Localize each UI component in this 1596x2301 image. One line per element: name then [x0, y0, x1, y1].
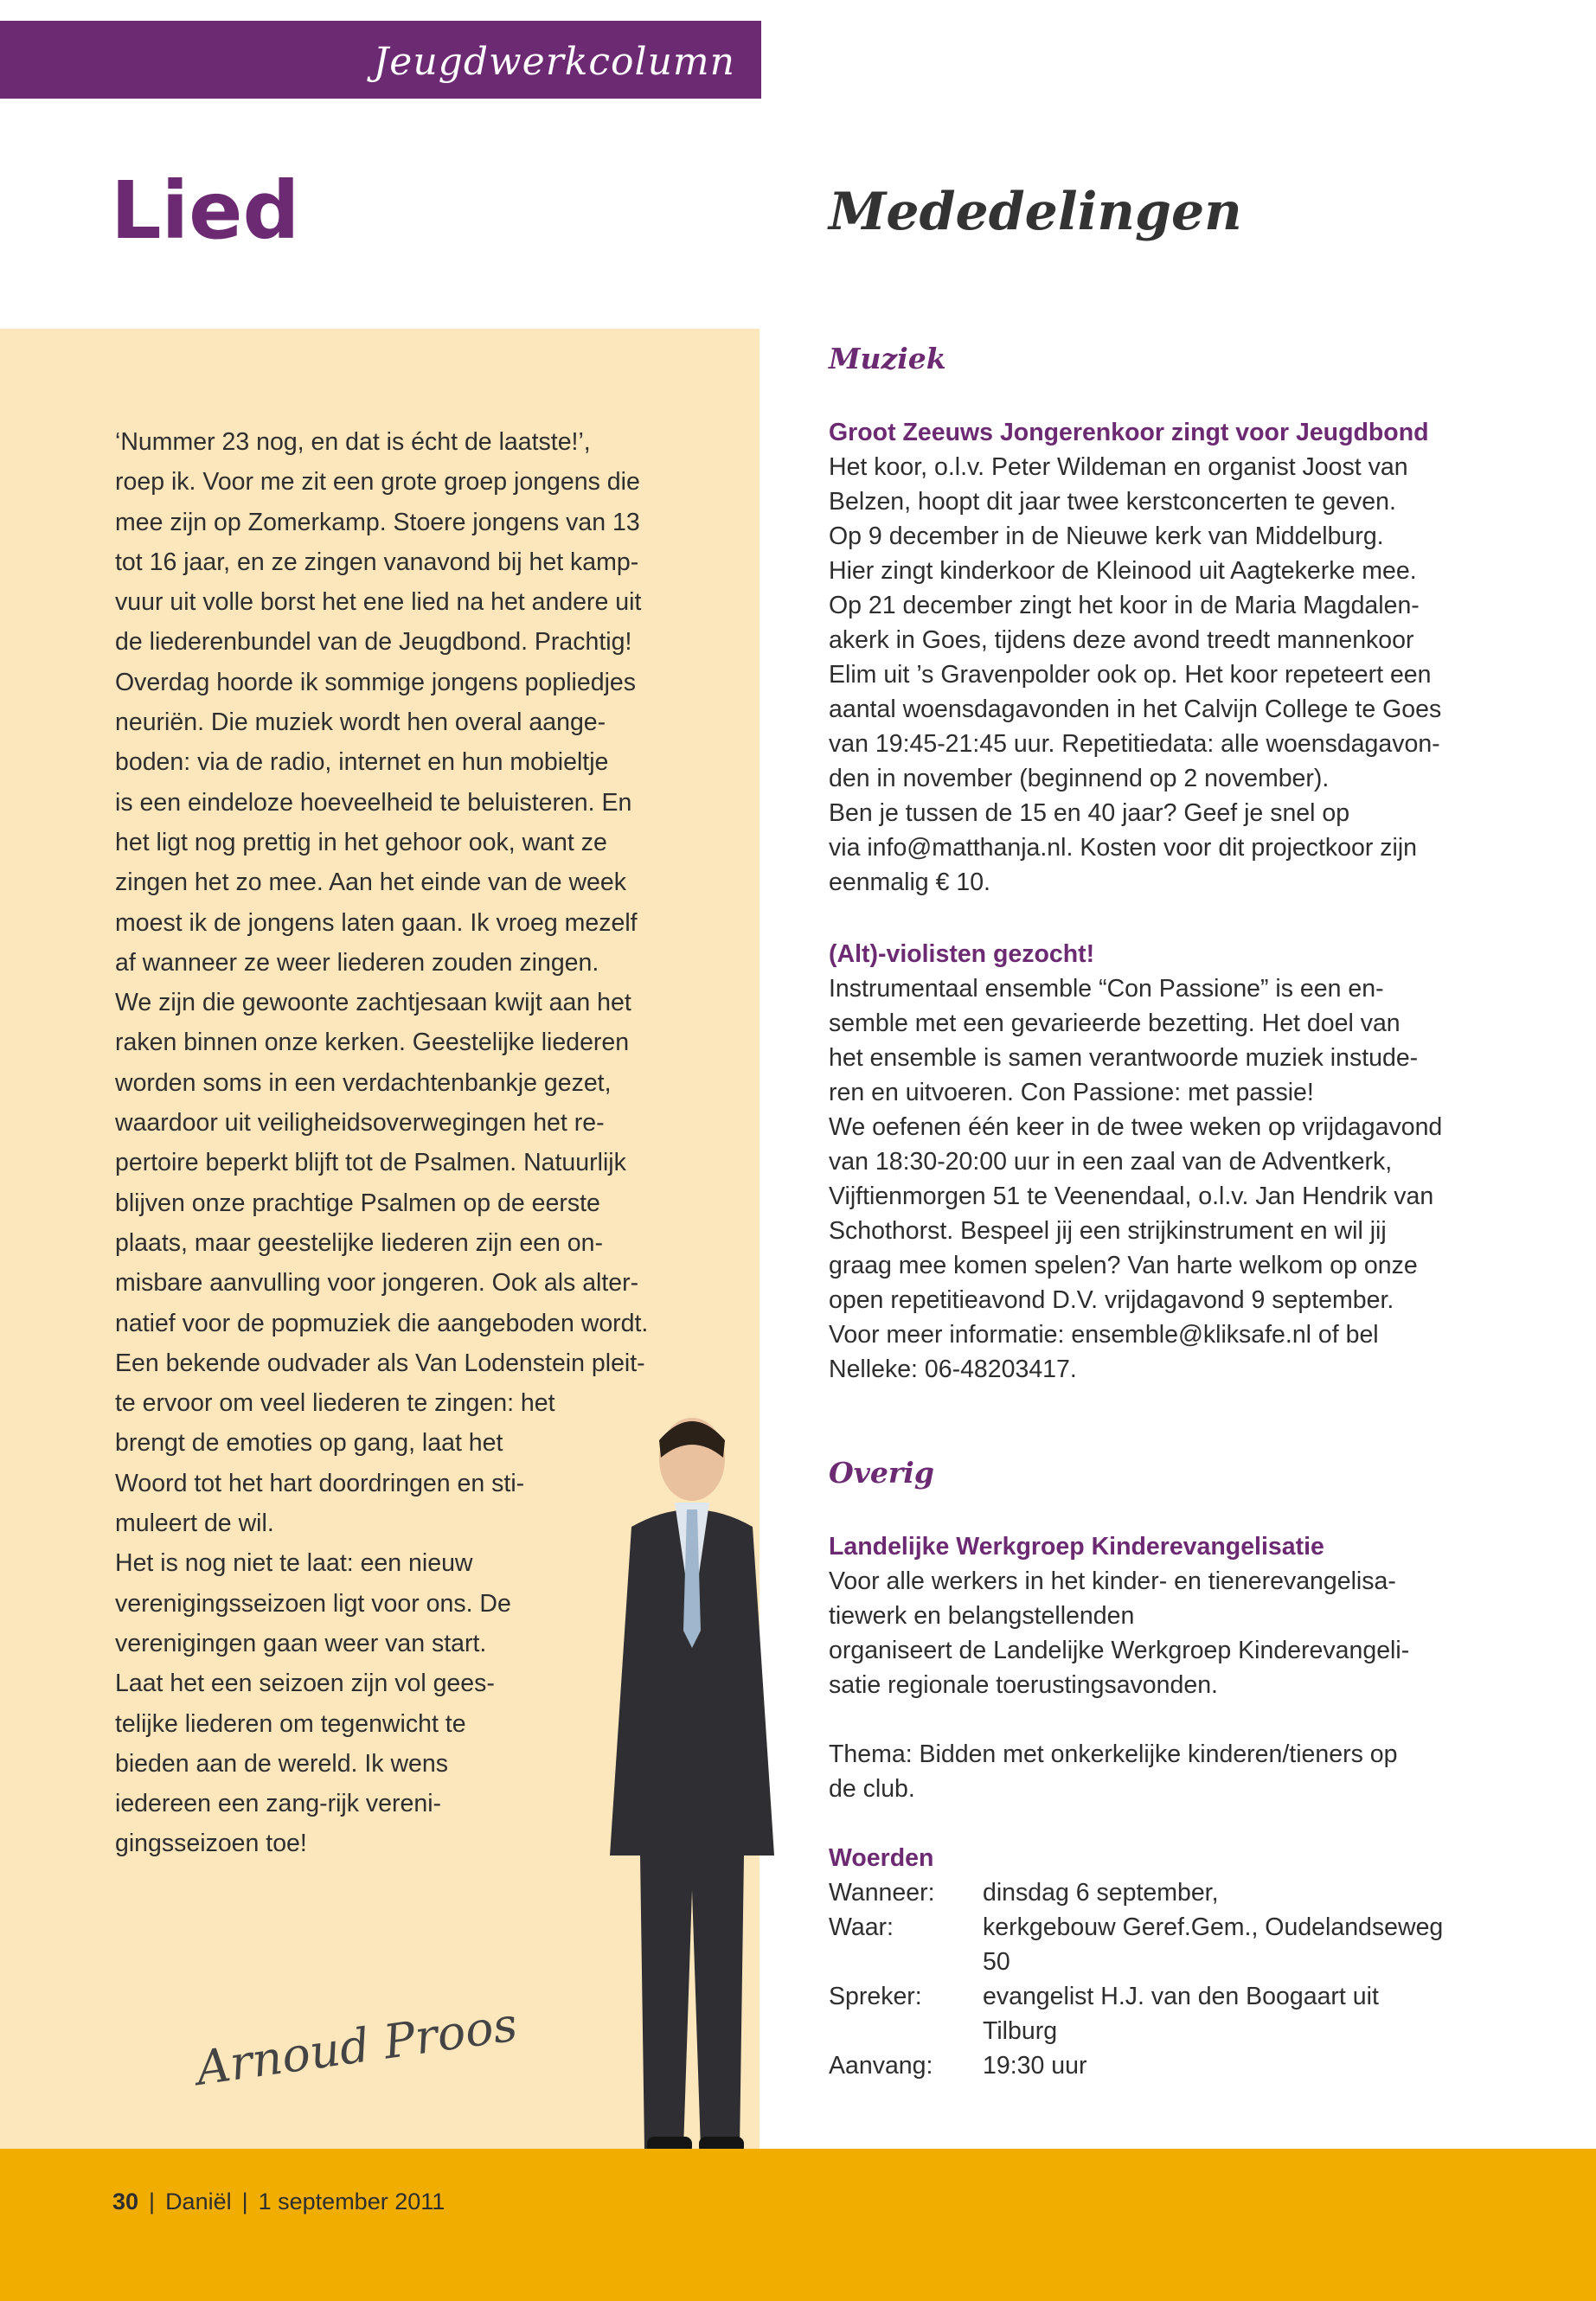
column-line: gingsseizoen toe!: [115, 1830, 307, 1858]
article-kinderevangelisatie-headline: Landelijke Werkgroep Kinderevangelisatie: [829, 1533, 1324, 1561]
article-line: Voor meer informatie: ensemble@kliksafe.nl of bel: [829, 1321, 1379, 1349]
column-line: natief voor de popmuziek die aangeboden wordt.: [115, 1309, 649, 1337]
section-tab-label: Jeugdwerkcolumn: [373, 40, 735, 84]
article-line: Hier zingt kinderkoor de Kleinood uit Aagtekerke mee.: [829, 557, 1417, 585]
column-line: zingen het zo mee. Aan het einde van de week: [115, 868, 626, 897]
article-line: akerk in Goes, tijdens deze avond treedt mannenkoor: [829, 626, 1414, 654]
detail-value-line: 19:30 uur: [983, 2052, 1087, 2080]
author-photo: [597, 1406, 779, 2158]
column-line: tot 16 jaar, en ze zingen vanavond bij het kamp-: [115, 548, 639, 576]
theme-line: de club.: [829, 1775, 915, 1803]
page-number: 30: [112, 2189, 139, 2214]
column-line: de liederenbundel van de Jeugdbond. Prachtig!: [115, 628, 632, 657]
column-line: te ervoor om veel liederen te zingen: het: [115, 1389, 555, 1418]
article-jongerenkoor: [829, 415, 1486, 900]
author-signature: [190, 1990, 554, 2111]
column-line: iedereen een zang-rijk vereni-: [115, 1790, 442, 1818]
column-line: Overdag hoorde ik sommige jongens popliedjes: [115, 668, 637, 696]
article-line: Op 21 december zingt het koor in de Maria Magdalen-: [829, 592, 1420, 619]
column-line: Woord tot het hart doordringen en sti-: [115, 1469, 525, 1497]
column-line: ‘Nummer 23 nog, en dat is écht de laatste!’,: [115, 428, 591, 456]
article-line: via info@matthanja.nl. Kosten voor dit projectkoor zijn: [829, 834, 1418, 862]
column-line: muleert de wil.: [115, 1509, 274, 1538]
detail-value: [983, 1875, 1486, 1910]
article-line: semble met een gevarieerde bezetting. Het doel van: [829, 1009, 1401, 1037]
detail-value: [983, 1910, 1486, 1979]
column-line: verenigingsseizoen ligt voor ons. De: [115, 1589, 511, 1618]
article-kinderevangelisatie: [829, 1529, 1486, 2083]
detail-value-line: kerkgebouw Geref.Gem., Oudelandseweg: [983, 1913, 1444, 1941]
detail-value-line: evangelist H.J. van den Boogaart uit: [983, 1983, 1379, 2010]
article-line: aantal woensdagavonden in het Calvijn College te Goes: [829, 695, 1442, 723]
column-line: bieden aan de wereld. Ik wens: [115, 1749, 449, 1778]
announcements-title: Mededelingen: [829, 182, 1242, 242]
detail-value-line: dinsdag 6 september,: [983, 1879, 1219, 1907]
article-line: Het koor, o.l.v. Peter Wildeman en organist Joost van: [829, 453, 1408, 481]
theme-line: Thema: Bidden met onkerkelijke kinderen/tieners op: [829, 1740, 1398, 1768]
article-line: van 19:45-21:45 uur. Repetitiedata: alle woensdagavon-: [829, 730, 1440, 758]
column-line: pertoire beperkt blijft tot de Psalmen. Natuurlijk: [115, 1149, 626, 1177]
detail-row: [829, 1875, 1486, 1910]
article-jongerenkoor-headline: Groot Zeeuws Jongerenkoor zingt voor Jeugdbond: [829, 419, 1429, 446]
signature-text: Arnoud Proos: [193, 1997, 521, 2096]
column-line: neuriën. Die muziek wordt hen overal aange-: [115, 708, 606, 737]
column-line: verenigingen gaan weer van start.: [115, 1629, 487, 1657]
column-line: Het is nog niet te laat: een nieuw: [115, 1549, 473, 1578]
article-line: Schothorst. Bespeel jij een strijkinstrument en wil jij: [829, 1217, 1387, 1245]
muziek-heading: Muziek: [829, 342, 946, 375]
article-line: Ben je tussen de 15 en 40 jaar? Geef je snel op: [829, 799, 1350, 827]
column-line: is een eindeloze hoeveelheid te beluisteren. En: [115, 788, 632, 817]
article-line: Instrumentaal ensemble “Con Passione” is een en-: [829, 975, 1384, 1003]
column-line: Een bekende oudvader als Van Lodenstein pleit-: [115, 1349, 645, 1377]
footer-bar: [0, 2149, 1596, 2301]
article-line: den in november (beginnend op 2 november).: [829, 765, 1330, 792]
column-line: brengt de emoties op gang, laat het: [115, 1429, 503, 1458]
article-line: Belzen, hoopt dit jaar twee kerstconcerten te geven.: [829, 488, 1396, 516]
column-line: raken binnen onze kerken. Geestelijke liederen: [115, 1029, 630, 1057]
article-line: Elim uit ’s Gravenpolder ook op. Het koor repeteert een: [829, 661, 1432, 689]
article-violisten: [829, 937, 1486, 1387]
magazine-name: Daniël: [165, 2189, 232, 2214]
column-line: moest ik de jongens laten gaan. Ik vroeg mezelf: [115, 908, 638, 937]
column-line: boden: via de radio, internet en hun mobieltje: [115, 748, 609, 777]
article-line: ren en uitvoeren. Con Passione: met passie!: [829, 1079, 1314, 1106]
column-line: waardoor uit veiligheidsoverwegingen het re-: [115, 1109, 605, 1138]
article-line: We oefenen één keer in de twee weken op vrijdagavond: [829, 1113, 1443, 1141]
detail-row: [829, 1979, 1486, 2048]
detail-label: Waar:: [829, 1913, 894, 1941]
article-line: open repetitieavond D.V. vrijdagavond 9 september.: [829, 1286, 1394, 1314]
column-line: plaats, maar geestelijke liederen zijn een on-: [115, 1228, 603, 1257]
article-line: Vijftienmorgen 51 te Veenendaal, o.l.v. Jan Hendrik van: [829, 1183, 1434, 1210]
detail-label: Aanvang:: [829, 2052, 933, 2080]
column-line: telijke liederen om tegenwicht te: [115, 1709, 466, 1738]
article-line: graag mee komen spelen? Van harte welkom op onze: [829, 1252, 1418, 1279]
location-heading: Woerden: [829, 1844, 934, 1872]
overig-heading: Overig: [829, 1456, 934, 1490]
detail-value-line: 50: [983, 1948, 1010, 1976]
detail-value: [983, 2048, 1486, 2083]
detail-row: [829, 2048, 1486, 2083]
column-line: vuur uit volle borst het ene lied na het andere uit: [115, 588, 642, 617]
column-line: mee zijn op Zomerkamp. Stoere jongens van 13: [115, 508, 640, 536]
article-line: tiewerk en belangstellenden: [829, 1602, 1135, 1630]
column-line: roep ik. Voor me zit een grote groep jongens die: [115, 468, 640, 497]
column-line: misbare aanvulling voor jongeren. Ook als alter-: [115, 1269, 639, 1298]
column-line: het ligt nog prettig in het gehoor ook, want ze: [115, 828, 607, 856]
article-line: eenmalig € 10.: [829, 868, 990, 896]
article-line: Voor alle werkers in het kinder- en tienerevangelisa-: [829, 1567, 1396, 1595]
event-details: [829, 1875, 1486, 2083]
column-line: Laat het een seizoen zijn vol gees-: [115, 1670, 495, 1698]
article-line: Op 9 december in de Nieuwe kerk van Middelburg.: [829, 522, 1384, 550]
detail-label: Spreker:: [829, 1983, 922, 2010]
detail-value: [983, 1979, 1486, 2048]
article-line: het ensemble is samen verantwoorde muziek instude-: [829, 1044, 1419, 1072]
column-line: af wanneer ze weer liederen zouden zingen.: [115, 948, 599, 977]
detail-label: Wanneer:: [829, 1879, 935, 1907]
column-line: blijven onze prachtige Psalmen op de eerste: [115, 1189, 600, 1217]
footer: 30 | Daniël | 1 september 2011: [112, 2189, 445, 2214]
detail-value-line: Tilburg: [983, 2017, 1058, 2045]
article-line: organiseert de Landelijke Werkgroep Kinderevangeli-: [829, 1637, 1410, 1664]
article-violisten-headline: (Alt)-violisten gezocht!: [829, 940, 1095, 968]
article-line: Nelleke: 06-48203417.: [829, 1356, 1077, 1383]
column-line: worden soms in een verdachtenbankje gezet,: [115, 1068, 612, 1097]
article-line: van 18:30-20:00 uur in een zaal van de Adventkerk,: [829, 1148, 1393, 1176]
column-line: We zijn die gewoonte zachtjesaan kwijt aan het: [115, 989, 631, 1017]
detail-row: [829, 1910, 1486, 1979]
issue-date: 1 september 2011: [258, 2189, 445, 2214]
article-line: satie regionale toerustingsavonden.: [829, 1671, 1218, 1699]
column-title: Lied: [111, 164, 300, 257]
section-tab: [0, 21, 761, 99]
